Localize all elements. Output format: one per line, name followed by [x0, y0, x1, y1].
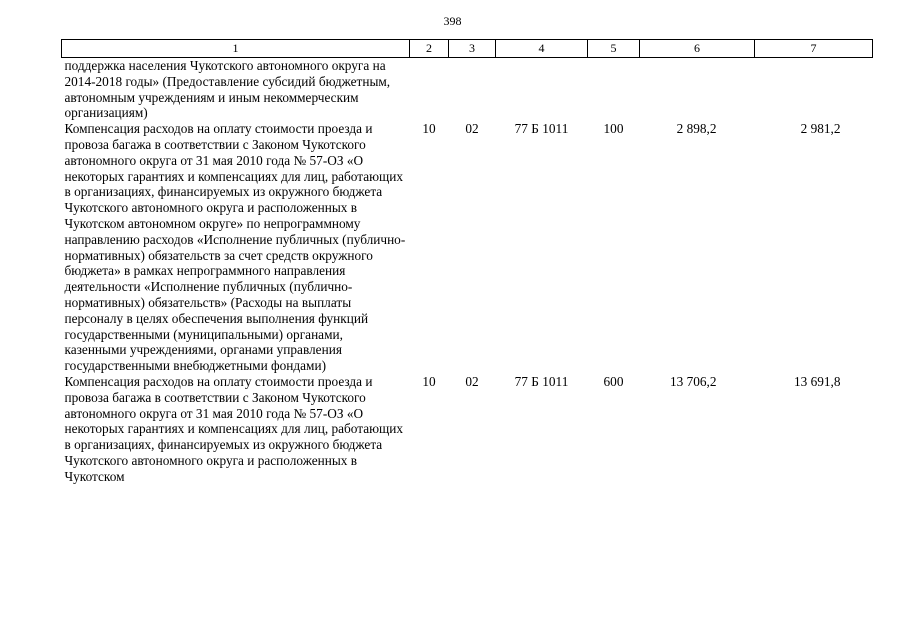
header-col-3: 3: [449, 40, 496, 58]
row-description: Компенсация расходов на оплату стоимости проезда и провоза багажа в соответствии с Законом Чукотского автономного округа от 31 мая 2010 года № 57-ОЗ «О некоторых гарантиях и компенсациях для лиц, работающих в организациях, финансируемых из окружного бюджета Чукотского автономного округа и расположенных в Чукотском: [64, 373, 404, 484]
row-amount-col7: 13 691,8: [793, 373, 841, 389]
header-col-2: 2: [410, 40, 449, 58]
row-amount-col7: 2 981,2: [800, 121, 841, 137]
row-subsection: [449, 58, 496, 122]
table-row: [62, 121, 873, 374]
table-row: [62, 374, 873, 485]
row-expense-type: 600: [603, 373, 624, 389]
header-col-5: 5: [588, 40, 640, 58]
header-col-7: 7: [755, 40, 873, 58]
row-section: 10: [422, 373, 436, 389]
row-target-code: [496, 58, 588, 122]
row-amount-col7: [755, 58, 873, 122]
row-section: [410, 58, 449, 122]
header-row: [62, 40, 873, 58]
row-target-code: 77 Б 1011: [514, 121, 569, 137]
budget-table: [61, 39, 873, 485]
table-body: [62, 58, 873, 485]
row-amount-col6: 2 898,2: [676, 121, 717, 137]
row-subsection: 02: [465, 373, 479, 389]
row-expense-type: 100: [603, 121, 624, 137]
table-row: [62, 58, 873, 122]
row-description: поддержка населения Чукотского автономного округа на 2014-2018 годы» (Предоставление субсидий бюджетным, автономным учреждениям и иным некоммерческим организациям): [64, 58, 391, 121]
row-amount-col6: [640, 58, 755, 122]
row-description: Компенсация расходов на оплату стоимости проезда и провоза багажа в соответствии с Законом Чукотского автономного округа от 31 мая 2010 года № 57-ОЗ «О некоторых гарантиях и компенсациях для лиц, работающих в организациях, финансируемых из окружного бюджета Чукотского автономного округа и расположенных в Чукотском автономном округе» по непрограммному направлению расходов «Исполнение публичных (публично-нормативных) обязательств за счет средств окружного бюджета» в рамках непрограммного направления деятельности «Исполнение публичных (публично-нормативных) обязательств» (Расходы на выплаты персоналу в целях обеспечения выполнения функций государственными (муниципальными) органами, казенными учреждениями, органами управления государственными внебюджетными фондами): [64, 121, 406, 374]
header-col-6: 6: [640, 40, 755, 58]
row-amount-col6: 13 706,2: [669, 373, 717, 389]
row-target-code: 77 Б 1011: [514, 373, 569, 389]
row-section: 10: [422, 121, 436, 137]
header-col-1: 1: [62, 40, 410, 58]
header-col-4: 4: [496, 40, 588, 58]
page-number: 398: [443, 14, 462, 28]
table-header: [62, 40, 873, 58]
row-subsection: 02: [465, 121, 479, 137]
row-expense-type: [588, 58, 640, 122]
